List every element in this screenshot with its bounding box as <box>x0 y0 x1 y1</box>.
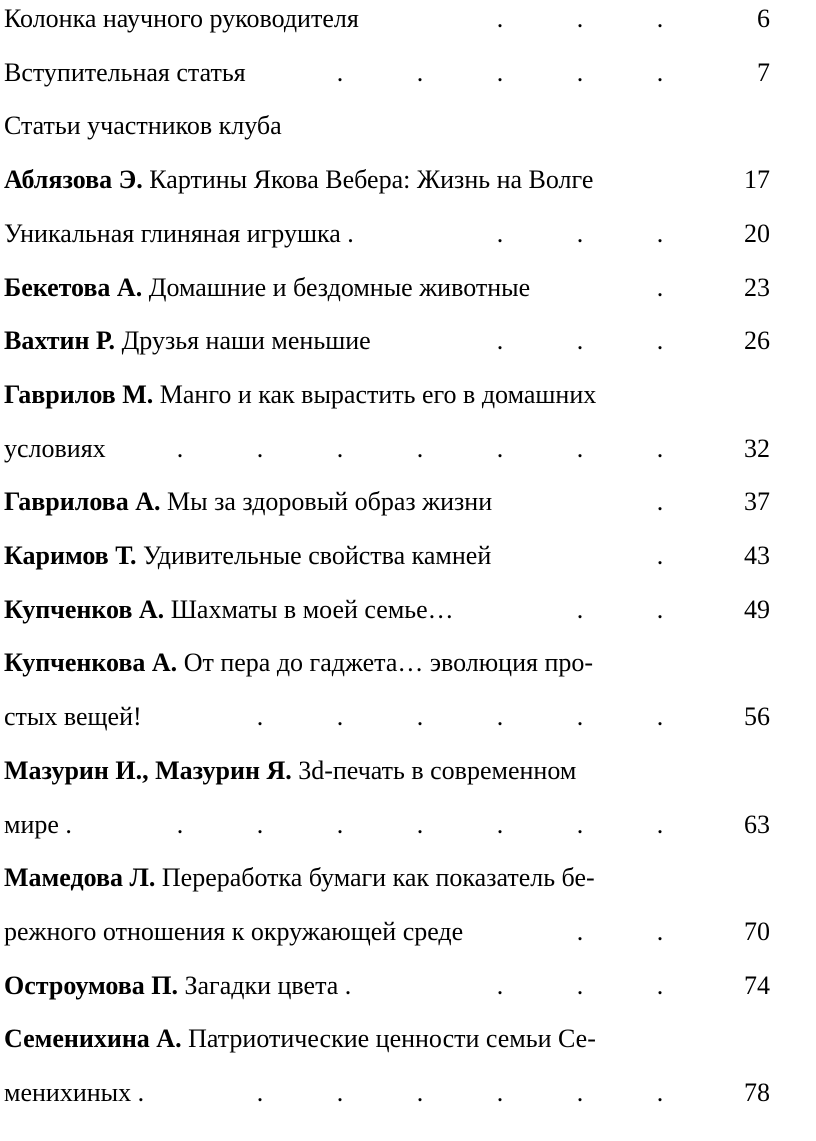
toc-entry <box>0 754 816 808</box>
toc-title: условиях <box>4 433 106 463</box>
toc-page-number: 6 <box>757 4 770 33</box>
toc-title: Уникальная глиняная игрушка . <box>4 218 354 248</box>
toc-title: Переработка бумаги как показатель бе- <box>161 863 595 893</box>
toc-author: Семенихина А. <box>4 1024 182 1054</box>
toc-leader-dot: . <box>336 1078 344 1107</box>
toc-leader-dot: . <box>496 1078 504 1107</box>
toc-page-number: 37 <box>744 487 770 517</box>
toc-leader-dot: . <box>656 487 664 517</box>
toc-entry-text <box>4 539 491 573</box>
toc-title: От пера до гаджета… эволюция про- <box>183 648 594 678</box>
toc-title: Загадки цвета . <box>184 970 352 1000</box>
toc-entry <box>0 432 816 486</box>
toc-leader-dot: . <box>656 272 664 302</box>
toc-leader-dot: . <box>656 594 664 624</box>
toc-leader-dot: . <box>576 4 584 33</box>
toc-title: Вступительная статья <box>4 57 246 87</box>
toc-page-number: 56 <box>744 702 770 732</box>
toc-entry-text <box>4 593 454 627</box>
toc-entry <box>0 2 816 56</box>
toc-leader-dot: . <box>336 433 344 463</box>
toc-leader-dot: . <box>576 594 584 624</box>
toc-leader-dot: . <box>576 326 584 356</box>
toc-page-number: 32 <box>744 433 770 463</box>
toc-leader-dot: . <box>336 702 344 732</box>
toc-entry <box>0 485 816 539</box>
toc-entry <box>0 56 816 110</box>
toc-leader-dot: . <box>496 970 504 1000</box>
toc-page-number: 43 <box>744 541 770 570</box>
toc-entry-text <box>4 754 576 788</box>
toc-entry-text <box>4 969 351 1003</box>
toc-leader-dot: . <box>256 702 264 732</box>
toc-title: режного отношения к окружающей среде <box>4 916 464 946</box>
toc-leader-dot: . <box>656 326 664 356</box>
toc-title: менихиных . <box>4 1078 145 1107</box>
toc-page-number: 7 <box>757 57 770 87</box>
toc-leader-dot: . <box>256 433 264 463</box>
toc-author: Вахтин Р. <box>4 326 116 356</box>
toc-leader-dot: . <box>576 57 584 87</box>
toc-page-number: 63 <box>744 809 770 839</box>
toc-page-number: 49 <box>744 594 770 624</box>
toc-page-number: 74 <box>744 970 770 1000</box>
toc-entry <box>0 378 816 432</box>
toc-page-number: 23 <box>744 272 770 302</box>
toc-leader-dot: . <box>416 57 424 87</box>
toc-entry-text <box>4 324 371 358</box>
toc-leader-dot: . <box>416 433 424 463</box>
toc-entry <box>0 539 816 593</box>
toc-entry-text <box>4 109 282 143</box>
toc-entry <box>0 1022 816 1076</box>
toc-entry-text <box>4 915 463 949</box>
toc-leader-dot: . <box>256 1078 264 1107</box>
toc-entry <box>0 271 816 325</box>
toc-leader-dot: . <box>496 57 504 87</box>
toc-entry <box>0 217 816 271</box>
toc-entry-text <box>4 700 142 734</box>
toc-leader-dot: . <box>656 4 664 33</box>
toc-author: Остроумова П. <box>4 970 178 1000</box>
toc-leader-dot: . <box>656 1078 664 1107</box>
toc-leader-dot: . <box>576 1078 584 1107</box>
toc-leader-dot: . <box>576 218 584 248</box>
toc-entry-text <box>4 646 593 680</box>
toc-entry <box>0 969 816 1023</box>
toc-leader-dot: . <box>576 970 584 1000</box>
toc-page-number: 78 <box>744 1078 770 1107</box>
toc-title: мире . <box>4 809 72 839</box>
toc-entry-text <box>4 378 596 412</box>
toc-entry-text <box>4 56 246 90</box>
toc-entry-text <box>4 808 72 842</box>
toc-entry-text <box>4 1076 144 1110</box>
toc-entry <box>0 109 816 163</box>
toc-leader-dot: . <box>496 809 504 839</box>
toc-author: Гаврилов М. <box>4 379 154 409</box>
toc-title: Шахматы в моей семье… <box>170 594 454 624</box>
toc-entry-text <box>4 2 359 36</box>
toc-leader-dot: . <box>496 4 504 33</box>
toc-leader-dot: . <box>176 433 184 463</box>
toc-entry <box>0 593 816 647</box>
toc-entry-text <box>4 432 106 466</box>
toc-author: Каримов Т. <box>4 541 137 570</box>
toc-page-number: 17 <box>744 165 770 195</box>
toc-entry-text <box>4 271 530 305</box>
toc-entry-text <box>4 1022 596 1056</box>
toc-leader-dot: . <box>336 809 344 839</box>
toc-entry-text <box>4 217 354 251</box>
toc-author: Аблязова Э. <box>4 165 143 195</box>
toc-author: Мазурин И., Мазурин Я. <box>4 755 292 785</box>
toc-title: Мы за здоровый образ жизни <box>167 487 493 517</box>
toc-title: Манго и как вырастить его в домашних <box>159 379 597 409</box>
toc-entry <box>0 646 816 700</box>
toc-leader-dot: . <box>496 218 504 248</box>
toc-title: Удивительные свойства камней <box>142 541 492 570</box>
toc-author: Купченков А. <box>4 594 165 624</box>
toc-leader-dot: . <box>656 702 664 732</box>
toc-leader-dot: . <box>176 809 184 839</box>
toc-leader-dot: . <box>496 433 504 463</box>
toc-title: Друзья наши меньшие <box>121 326 371 356</box>
toc-title: Патриотические ценности семьи Се- <box>188 1024 596 1054</box>
toc-leader-dot: . <box>576 809 584 839</box>
toc-leader-dot: . <box>576 433 584 463</box>
toc-title: Домашние и бездомные животные <box>148 272 531 302</box>
toc-leader-dot: . <box>416 702 424 732</box>
toc-leader-dot: . <box>336 57 344 87</box>
toc-author: Бекетова А. <box>4 272 143 302</box>
toc-entry <box>0 915 816 969</box>
toc-title: стых вещей! <box>4 702 142 732</box>
toc-title: Картины Якова Вебера: Жизнь на Волге <box>149 165 594 195</box>
toc-page-number: 26 <box>744 326 770 356</box>
toc-entry <box>0 700 816 754</box>
toc-author: Мамедова Л. <box>4 863 156 893</box>
toc-entry <box>0 163 816 217</box>
toc-leader-dot: . <box>656 433 664 463</box>
toc-leader-dot: . <box>416 809 424 839</box>
toc-leader-dot: . <box>416 1078 424 1107</box>
toc-leader-dot: . <box>656 541 664 570</box>
toc-entry <box>0 861 816 915</box>
toc-leader-dot: . <box>496 326 504 356</box>
toc-title: 3d-печать в современном <box>298 755 577 785</box>
toc-entry <box>0 808 816 862</box>
toc-leader-dot: . <box>576 702 584 732</box>
toc-title: Статьи участников клуба <box>4 111 282 141</box>
toc-leader-dot: . <box>656 970 664 1000</box>
toc-page-number: 20 <box>744 218 770 248</box>
toc-entry <box>0 1076 816 1130</box>
toc-entry-text <box>4 163 593 197</box>
toc-entry-text <box>4 485 492 519</box>
toc-leader-dot: . <box>656 809 664 839</box>
toc-leader-dot: . <box>656 57 664 87</box>
toc-leader-dot: . <box>496 702 504 732</box>
toc-author: Гаврилова А. <box>4 487 161 517</box>
toc-entry-text <box>4 861 595 895</box>
toc-author: Купченкова А. <box>4 648 178 678</box>
toc-leader-dot: . <box>576 916 584 946</box>
toc-leader-dot: . <box>656 218 664 248</box>
toc-leader-dot: . <box>656 916 664 946</box>
toc-entry <box>0 324 816 378</box>
toc-title: Колонка научного руководителя <box>4 4 359 33</box>
toc-page-number: 70 <box>744 916 770 946</box>
toc-leader-dot: . <box>256 809 264 839</box>
